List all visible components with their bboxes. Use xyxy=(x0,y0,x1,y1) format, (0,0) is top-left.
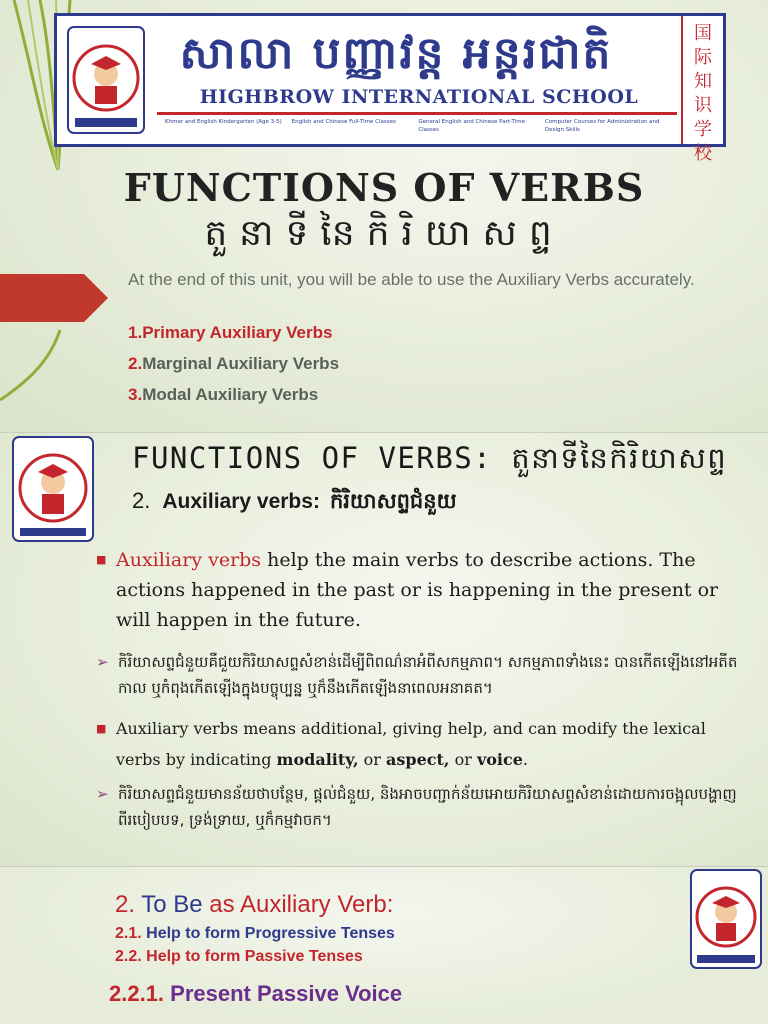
section-heading: 2. To Be as Auxiliary Verb: xyxy=(115,891,394,918)
slide-title-khmer: តួនាទីនៃកិរិយាសព្ទ xyxy=(204,213,564,254)
banner-divider xyxy=(157,112,677,115)
definition-paragraph: ■ Auxiliary verbs help the main verbs to describe actions. The actions happened in the past or is happening in the present or will happen in the future. xyxy=(96,545,736,635)
school-logo-icon xyxy=(690,869,762,969)
list-item: 2.2. Help to form Passive Tenses xyxy=(115,948,363,965)
class-item: Computer Courses for Administration and Design Skills xyxy=(544,119,660,133)
arrow-bullet-icon: ➢ xyxy=(96,653,109,671)
verb-type-list xyxy=(128,323,339,416)
bullet-icon: ■ xyxy=(96,722,107,735)
school-name-english: HIGHBROW INTERNATIONAL SCHOOL xyxy=(199,86,639,108)
class-item: English and Chinese Full-Time Classes xyxy=(291,119,396,125)
khmer-paragraph: ➢ កិរិយាសព្ទជំនួយមានន័យថាបន្ថែម, ផ្តល់ជំនួយ, និងអាចបញ្ជាក់ន័យអោយកិរិយាសព្ទសំខាន់ដោយការចង្អុលបង្ហាញពីរបៀបបទ, ទ្រង់ទ្រាយ, ឬក៏កម្មវាចក។ xyxy=(96,781,756,833)
slide-title: FUNCTIONS OF VERBS xyxy=(123,165,645,210)
objective-text: At the end of this unit, you will be able to use the Auxiliary Verbs accurately. xyxy=(128,270,695,289)
list-item: 2.1. Help to form Progressive Tenses xyxy=(115,925,395,942)
class-item: General English and Chinese Part-Time Classes xyxy=(418,119,525,133)
slide-1 xyxy=(0,0,768,432)
section-heading: 2. Auxiliary verbs: កិរិយាសព្ទជំនួយ xyxy=(132,488,457,513)
slide-2 xyxy=(0,433,768,866)
school-logo-icon xyxy=(12,436,94,542)
arrow-pointer-icon xyxy=(0,274,108,322)
list-item: 1.Primary Auxiliary Verbs xyxy=(128,323,333,342)
bullet-icon: ■ xyxy=(96,553,107,566)
khmer-paragraph: ➢ កិរិយាសព្ទជំនួយគឺជួយកិរិយាសព្ទសំខាន់ដើម្បីពិពណ៌នាអំពីសកម្មភាព។ សកម្មភាពទាំងនេះ បានកើតឡើងនៅអតីតកាល ឬកំពុងកើតឡើងក្នុងបច្ចុប្បន្ន ឬក៏នឹងកើតឡើងនាពេលអនាគត។ xyxy=(96,649,756,701)
slide-title: FUNCTIONS OF VERBS: តួនាទីនៃកិរិយាសព្ទ xyxy=(132,441,728,475)
class-item: Khmer and English Kindergarten (Age 3-5) xyxy=(165,119,282,125)
slide-3 xyxy=(0,867,768,1024)
school-name-khmer: សាលា បញ្ញាវន្ត អន្តរជាតិ xyxy=(179,28,613,79)
subsection-heading: 2.2.1. Present Passive Voice xyxy=(109,981,403,1006)
arrow-bullet-icon: ➢ xyxy=(96,785,109,803)
list-item: 3.Modal Auxiliary Verbs xyxy=(128,385,319,404)
school-banner xyxy=(54,13,726,164)
highlight-term: Auxiliary verbs xyxy=(116,549,262,571)
school-name-chinese: 国际知识学校 xyxy=(681,16,723,144)
meaning-paragraph: ■ Auxiliary verbs means additional, giving help, and can modify the lexical verbs by indicating modality, or aspect, or voice. xyxy=(96,713,736,775)
class-list xyxy=(165,118,665,134)
list-item: 2.Marginal Auxiliary Verbs xyxy=(128,354,340,373)
school-logo-icon xyxy=(67,26,145,134)
